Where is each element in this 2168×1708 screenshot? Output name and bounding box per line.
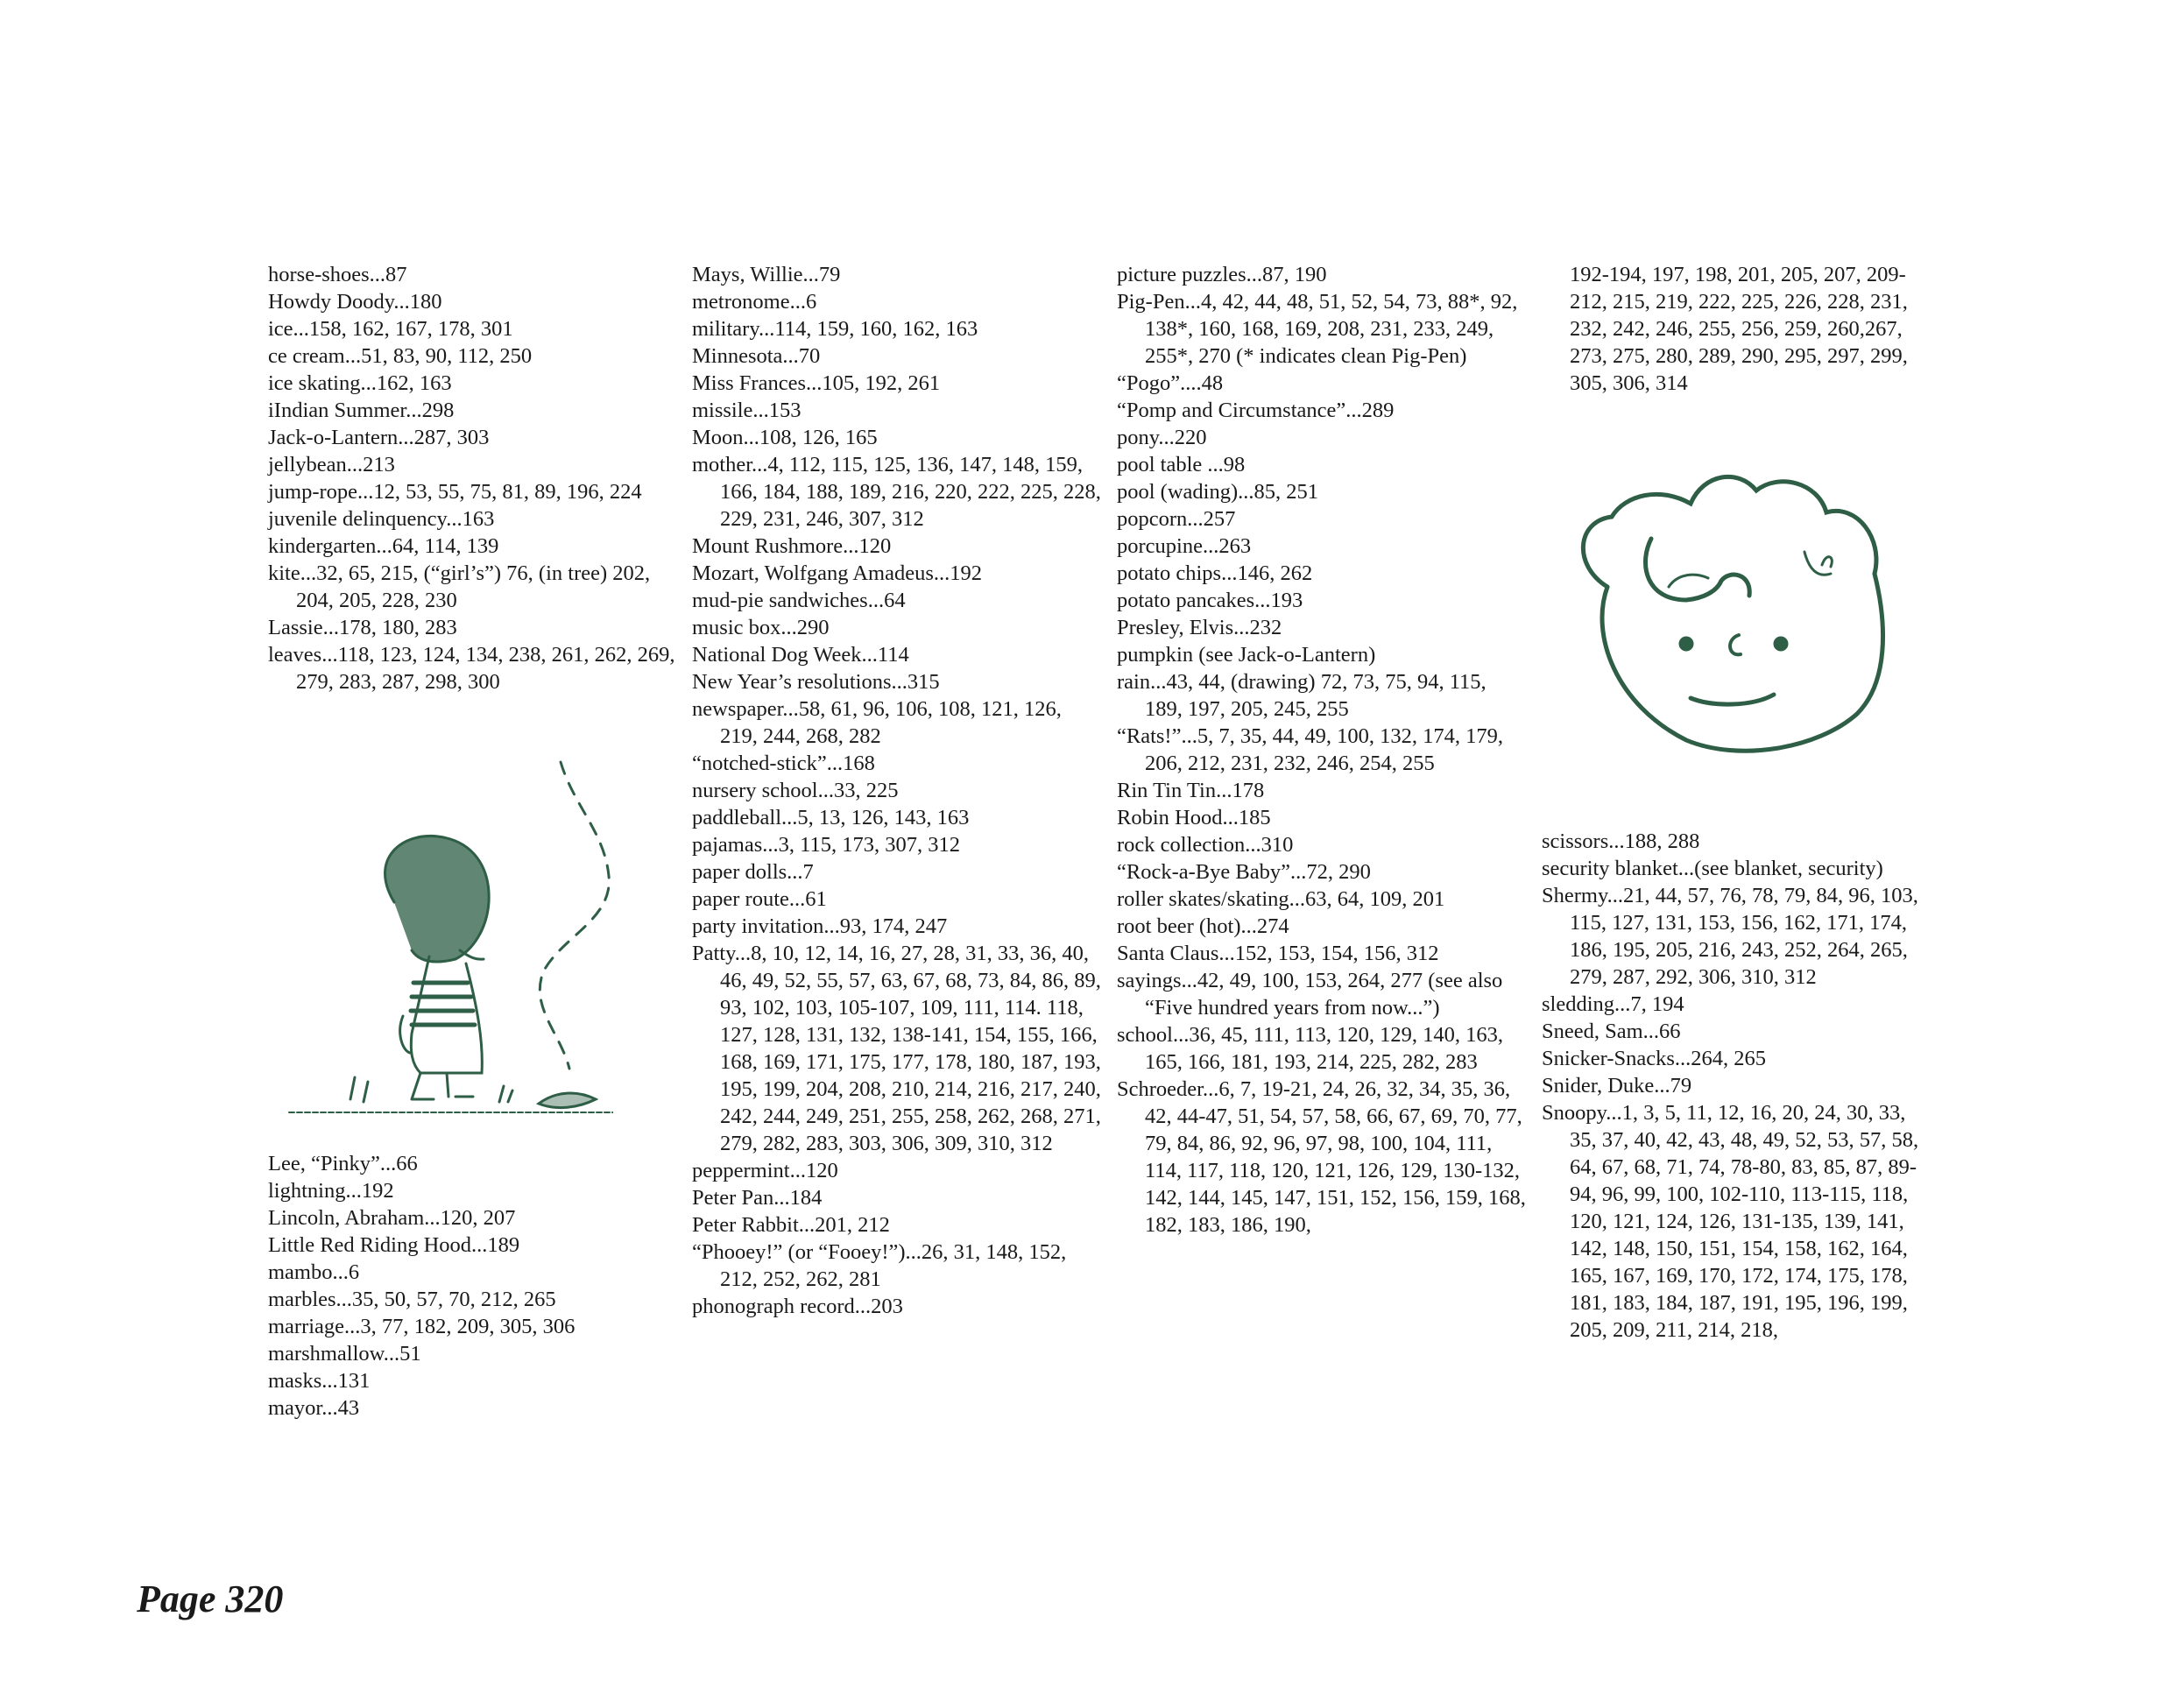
index-entry: mayor...43 xyxy=(268,1396,360,1420)
index-entry: peppermint...120 xyxy=(692,1159,838,1182)
boy-face-illustration xyxy=(1555,469,1923,775)
page-number: Page 320 xyxy=(137,1577,284,1620)
index-entry: mother...4, 112, 115, 125, 136, 147, 148, 159, 166, 184, 188, 189, 216, 220, 222, 225, 228, 229, 231, 246, 307, 312 xyxy=(692,453,1101,531)
boy-walking-illustration xyxy=(280,753,613,1121)
index-entry: music box...290 xyxy=(692,616,830,639)
index-entry: Miss Frances...105, 192, 261 xyxy=(692,371,941,395)
index-entry: pony...220 xyxy=(1117,426,1207,449)
index-entry: sayings...42, 49, 100, 153, 264, 277 (see also “Five hundred years from now...”) xyxy=(1117,969,1503,1020)
index-entry: Jack-o-Lantern...287, 303 xyxy=(268,426,490,449)
index-entry: “Rats!”...5, 7, 35, 44, 49, 100, 132, 174, 179, 206, 212, 231, 232, 246, 254, 255 xyxy=(1117,724,1503,775)
index-entry: Little Red Riding Hood...189 xyxy=(268,1233,520,1257)
index-entry: Howdy Doody...180 xyxy=(268,290,442,314)
index-entry: Mays, Willie...79 xyxy=(692,263,841,286)
index-entry: “Pogo”....48 xyxy=(1117,371,1224,395)
index-entry: kite...32, 65, 215, (“girl’s”) 76, (in tree) 202, 204, 205, 228, 230 xyxy=(268,561,651,612)
index-entry: missile...153 xyxy=(692,399,802,422)
index-entry: Minnesota...70 xyxy=(692,344,821,368)
index-entry: party invitation...93, 174, 247 xyxy=(692,914,948,938)
index-column-1-bottom xyxy=(268,1150,680,1422)
index-entry: “Rock-a-Bye Baby”...72, 290 xyxy=(1117,860,1371,884)
index-entry: pool table ...98 xyxy=(1117,453,1246,476)
index-entry: rain...43, 44, (drawing) 72, 73, 75, 94, 115, 189, 197, 205, 245, 255 xyxy=(1117,670,1487,721)
index-entry: pool (wading)...85, 251 xyxy=(1117,480,1318,504)
index-entry: Lee, “Pinky”...66 xyxy=(268,1152,418,1175)
index-column-3 xyxy=(1117,261,1529,1239)
index-entry: masks...131 xyxy=(268,1369,371,1393)
index-entry: security blanket...(see blanket, security) xyxy=(1542,857,1883,880)
index-entry: roller skates/skating...63, 64, 109, 201 xyxy=(1117,887,1445,911)
index-entry: Pig-Pen...4, 42, 44, 48, 51, 52, 54, 73, 88*, 92, 138*, 160, 168, 169, 208, 231, 233, 249, 255*, 270 (* indicates clean Pig-Pen) xyxy=(1117,290,1518,368)
index-entry: ice skating...162, 163 xyxy=(268,371,452,395)
index-entry: Moon...108, 126, 165 xyxy=(692,426,878,449)
index-entry: picture puzzles...87, 190 xyxy=(1117,263,1327,286)
index-entry: leaves...118, 123, 124, 134, 238, 261, 262, 269, 279, 283, 287, 298, 300 xyxy=(268,643,675,694)
index-entry: marshmallow...51 xyxy=(268,1342,421,1366)
index-entry: Peter Rabbit...201, 212 xyxy=(692,1213,890,1237)
index-entry: Presley, Elvis...232 xyxy=(1117,616,1282,639)
index-entry: marriage...3, 77, 182, 209, 305, 306 xyxy=(268,1315,576,1338)
index-entry: Patty...8, 10, 12, 14, 16, 27, 28, 31, 33, 36, 40, 46, 49, 52, 55, 57, 63, 67, 68, 73, 84, 86, 89, 93, 102, 103, 105-107, 109, 111, 114. 118, 127, 128, 131, 132, 138-141, 154, 155, 166, 168, 169, 171, 175, 177, 178, 180, 187, 193, 195, 199, 204, 208, 210, 214, 216, 217, 240, 242, 244, 249, 251, 255, 258, 262, 268, 271, 279, 282, 283, 303, 306, 309, 310, 312 xyxy=(692,942,1101,1155)
index-entry: Robin Hood...185 xyxy=(1117,806,1271,829)
index-entry: potato chips...146, 262 xyxy=(1117,561,1313,585)
index-entry: Santa Claus...152, 153, 154, 156, 312 xyxy=(1117,942,1439,965)
index-column-1-top xyxy=(268,261,680,695)
index-entry: paper dolls...7 xyxy=(692,860,814,884)
index-entry: phonograph record...203 xyxy=(692,1295,903,1318)
index-entry: school...36, 45, 111, 113, 120, 129, 140, 163, 165, 166, 181, 193, 214, 225, 282, 283 xyxy=(1117,1023,1503,1074)
index-entry: paddleball...5, 13, 126, 143, 163 xyxy=(692,806,970,829)
index-entry: Snoopy...1, 3, 5, 11, 12, 16, 20, 24, 30, 33, 35, 37, 40, 42, 43, 48, 49, 52, 53, 57, 58, 64, 67, 68, 71, 74, 78-80, 83, 85, 87, 89-94, 96, 99, 100, 102-110, 113-115, 118, 120, 121, 124, 126, 131-135, 139, 141, 142, 148, 150, 151, 154, 158, 162, 164, 165, 167, 169, 170, 172, 174, 175, 178, 181, 183, 184, 187, 191, 195, 196, 199, 205, 209, 211, 214, 218, xyxy=(1542,1101,1919,1342)
index-entry: paper route...61 xyxy=(692,887,827,911)
index-entry: Mozart, Wolfgang Amadeus...192 xyxy=(692,561,982,585)
index-entry: ice...158, 162, 167, 178, 301 xyxy=(268,317,513,341)
index-entry: Snider, Duke...79 xyxy=(1542,1074,1692,1097)
index-entry: juvenile delinquency...163 xyxy=(268,507,495,531)
index-entry: root beer (hot)...274 xyxy=(1117,914,1289,938)
index-entry: Lassie...178, 180, 283 xyxy=(268,616,457,639)
index-entry: “notched-stick”...168 xyxy=(692,752,875,775)
index-entry: jellybean...213 xyxy=(268,453,395,476)
index-entry: mud-pie sandwiches...64 xyxy=(692,589,906,612)
index-entry: pumpkin (see Jack-o-Lantern) xyxy=(1117,643,1376,667)
index-entry: metronome...6 xyxy=(692,290,817,314)
index-entry: potato pancakes...193 xyxy=(1117,589,1303,612)
index-entry: porcupine...263 xyxy=(1117,534,1252,558)
index-entry: New Year’s resolutions...315 xyxy=(692,670,940,694)
index-column-2 xyxy=(692,261,1104,1320)
index-entry: nursery school...33, 225 xyxy=(692,779,899,802)
index-entry: Peter Pan...184 xyxy=(692,1186,823,1210)
index-entry: rock collection...310 xyxy=(1117,833,1294,857)
index-entry: Mount Rushmore...120 xyxy=(692,534,892,558)
index-entry: scissors...188, 288 xyxy=(1542,829,1700,853)
index-entry: military...114, 159, 160, 162, 163 xyxy=(692,317,978,341)
index-entry: horse-shoes...87 xyxy=(268,263,407,286)
index-entry: pajamas...3, 115, 173, 307, 312 xyxy=(692,833,960,857)
index-entry: mambo...6 xyxy=(268,1260,360,1284)
index-entry: Snicker-Snacks...264, 265 xyxy=(1542,1047,1767,1070)
index-entry: kindergarten...64, 114, 139 xyxy=(268,534,499,558)
index-column-4-top xyxy=(1542,261,1927,397)
index-entry: Sneed, Sam...66 xyxy=(1542,1020,1681,1043)
index-entry: National Dog Week...114 xyxy=(692,643,909,667)
index-column-4-bottom xyxy=(1542,828,1927,1344)
index-entry: Lincoln, Abraham...120, 207 xyxy=(268,1206,516,1230)
index-entry: lightning...192 xyxy=(268,1179,394,1203)
index-entry: Schroeder...6, 7, 19-21, 24, 26, 32, 34, 35, 36, 42, 44-47, 51, 54, 57, 58, 66, 67, 69, 70, 77, 79, 84, 86, 92, 96, 97, 98, 100, 104, 111, 114, 117, 118, 120, 121, 126, 129, 130-132, 142, 144, 145, 147, 151, 152, 156, 159, 168, 182, 183, 186, 190, xyxy=(1117,1077,1526,1237)
index-entry: Rin Tin Tin...178 xyxy=(1117,779,1265,802)
index-entry: sledding...7, 194 xyxy=(1542,992,1684,1016)
index-entry-continuation: 192-194, 197, 198, 201, 205, 207, 209-212, 215, 219, 222, 225, 226, 228, 231, 232, 242, 246, 255, 256, 259, 260,267, 273, 275, 280, 289, 290, 295, 297, 299, 305, 306, 314 xyxy=(1570,263,1908,395)
index-entry: Shermy...21, 44, 57, 76, 78, 79, 84, 96, 103, 115, 127, 131, 153, 156, 162, 171, 174, 186, 195, 205, 216, 243, 252, 264, 265, 279, 287, 292, 306, 310, 312 xyxy=(1542,884,1918,989)
index-entry: jump-rope...12, 53, 55, 75, 81, 89, 196, 224 xyxy=(268,480,642,504)
index-entry: iIndian Summer...298 xyxy=(268,399,455,422)
index-entry: “Phooey!” (or “Fooey!”)...26, 31, 148, 152, 212, 252, 262, 281 xyxy=(692,1240,1067,1291)
index-entry: “Pomp and Circumstance”...289 xyxy=(1117,399,1395,422)
index-entry: popcorn...257 xyxy=(1117,507,1236,531)
index-entry: ce cream...51, 83, 90, 112, 250 xyxy=(268,344,533,368)
index-entry: newspaper...58, 61, 96, 106, 108, 121, 126, 219, 244, 268, 282 xyxy=(692,697,1062,748)
index-entry: marbles...35, 50, 57, 70, 212, 265 xyxy=(268,1288,556,1311)
